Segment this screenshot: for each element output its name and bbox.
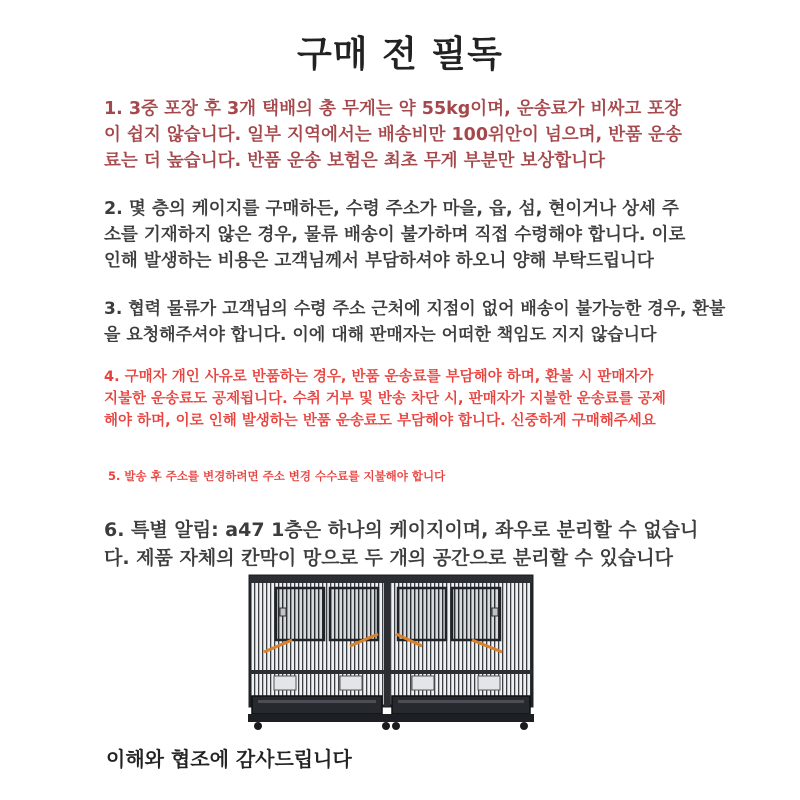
page-title: 구매 전 필독 <box>297 34 503 75</box>
notice-4: 4. 구매자 개인 사유로 반품하는 경우, 반품 운송료를 부담해야 하며, 환불 시 판매자가 지불한 운송료도 공제됩니다. 수취 거부 및 반송 차단 시, 판매자가 지불한 운송료를 공제 해야 하며, 이로 인해 발생하는 반품 운송료도 부담해야 합니다. 신중하게 구매해주세요 <box>104 369 666 429</box>
notice-1: 1. 3중 포장 후 3개 택배의 총 무게는 약 55kg이며, 운송료가 비싸고 포장 이 쉽지 않습니다. 일부 지역에서는 배송비만 100위안이 넘으며, 반품 운송 료는 더 높습니다. 반품 운송 보험은 최초 무게 부분만 보상합니다 <box>104 99 682 171</box>
notice-2: 2. 몇 층의 케이지를 구매하든, 수령 주소가 마을, 읍, 섬, 현이거나 상세 주 소를 기재하지 않은 경우, 물류 배송이 불가하며 직접 수령해야 합니다. 이로 인해 발생하는 비용은 고객님께서 부담하셔야 하오니 양해 부탁드립니다 <box>104 199 686 271</box>
notice-6: 6. 특별 알림: a47 1층은 하나의 케이지이며, 좌우로 분리할 수 없습니 다. 제품 자체의 칸막이 망으로 두 개의 공간으로 분리할 수 있습니다 <box>104 519 699 569</box>
notice-3: 3. 협력 물류가 고객님의 수령 주소 근처에 지점이 없어 배송이 불가능한 경우, 환불 을 요청해주셔야 합니다. 이에 대해 판매자는 어떠한 책임도 지지 않습니다 <box>104 299 726 345</box>
notice-5: 5. 발송 후 주소를 변경하려면 주소 변경 수수료를 지불해야 합니다 <box>108 469 446 483</box>
cage-product-image <box>246 574 536 732</box>
thanks-message: 이해와 협조에 감사드립니다 <box>106 747 352 771</box>
